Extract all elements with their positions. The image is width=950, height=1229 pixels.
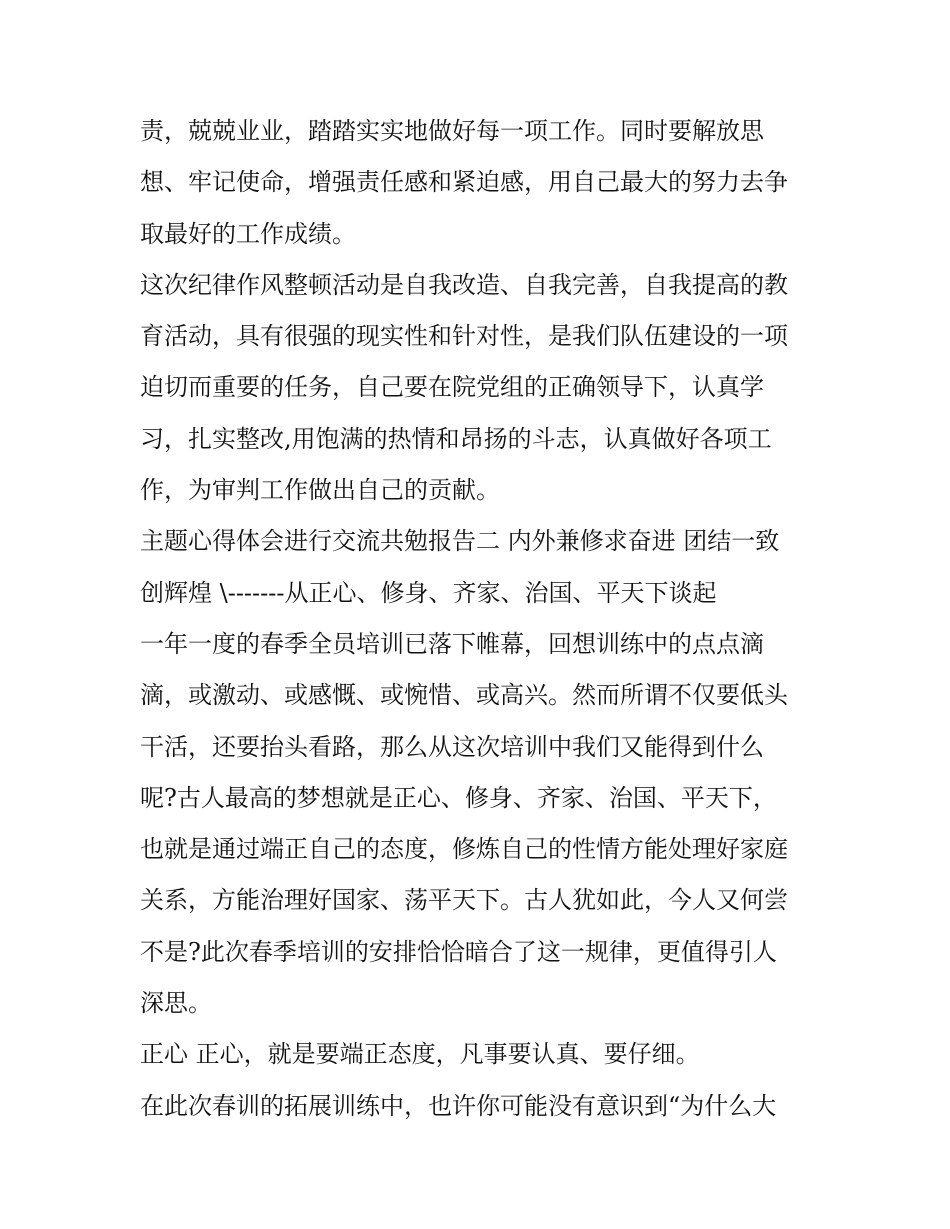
text-line: 呢?古人最高的梦想就是正心、修身、齐家、治国、平天下， bbox=[140, 783, 777, 812]
heading-line: 创辉煌 \-------从正心、修身、齐家、治国、平天下谈起 bbox=[140, 578, 717, 607]
text-line: 深思。 bbox=[140, 989, 212, 1018]
text-line: 在此次春训的拓展训练中，也许你可能没有意识到“为什么大 bbox=[140, 1091, 777, 1120]
text-line: 取最好的工作成绩。 bbox=[140, 219, 356, 248]
text-line: 正心 正心，就是要端正态度，凡事要认真、要仔细。 bbox=[140, 1040, 700, 1069]
text-line: 育活动，具有很强的现实性和针对性，是我们队伍建设的一项 bbox=[140, 322, 788, 351]
text-line: 这次纪律作风整顿活动是自我改造、自我完善，自我提高的教 bbox=[140, 270, 788, 299]
text-line: 作，为审判工作做出自己的贡献。 bbox=[140, 476, 500, 505]
text-line: 也就是通过端正自己的态度，修炼自己的性情方能处理好家庭 bbox=[140, 835, 788, 864]
document-body bbox=[140, 106, 815, 1132]
text-line: 想、牢记使命，增强责任感和紧迫感，用自己最大的努力去争 bbox=[140, 168, 788, 197]
heading-line: 主题心得体会进行交流共勉报告二 内外兼修求奋进 团结一致 bbox=[140, 527, 780, 556]
text-line: 干活，还要抬头看路，那么从这次培训中我们又能得到什么 bbox=[140, 732, 764, 761]
text-line: 习，扎实整改,用饱满的热情和昂扬的斗志，认真做好各项工 bbox=[140, 424, 772, 453]
text-line: 滴，或激动、或感慨、或惋惜、或高兴。然而所谓不仅要低头 bbox=[140, 681, 788, 710]
text-line: 一年一度的春季全员培训已落下帷幕，回想训练中的点点滴 bbox=[140, 629, 764, 658]
text-line: 关系，方能治理好国家、荡平天下。古人犹如此，今人又何尝 bbox=[140, 886, 788, 915]
text-line: 不是?此次春季培训的安排恰恰暗合了这一规律，更值得引人 bbox=[140, 937, 777, 966]
text-line: 迫切而重要的任务，自己要在院党组的正确领导下，认真学 bbox=[140, 373, 764, 402]
text-line: 责，兢兢业业，踏踏实实地做好每一项工作。同时要解放思 bbox=[140, 117, 764, 145]
